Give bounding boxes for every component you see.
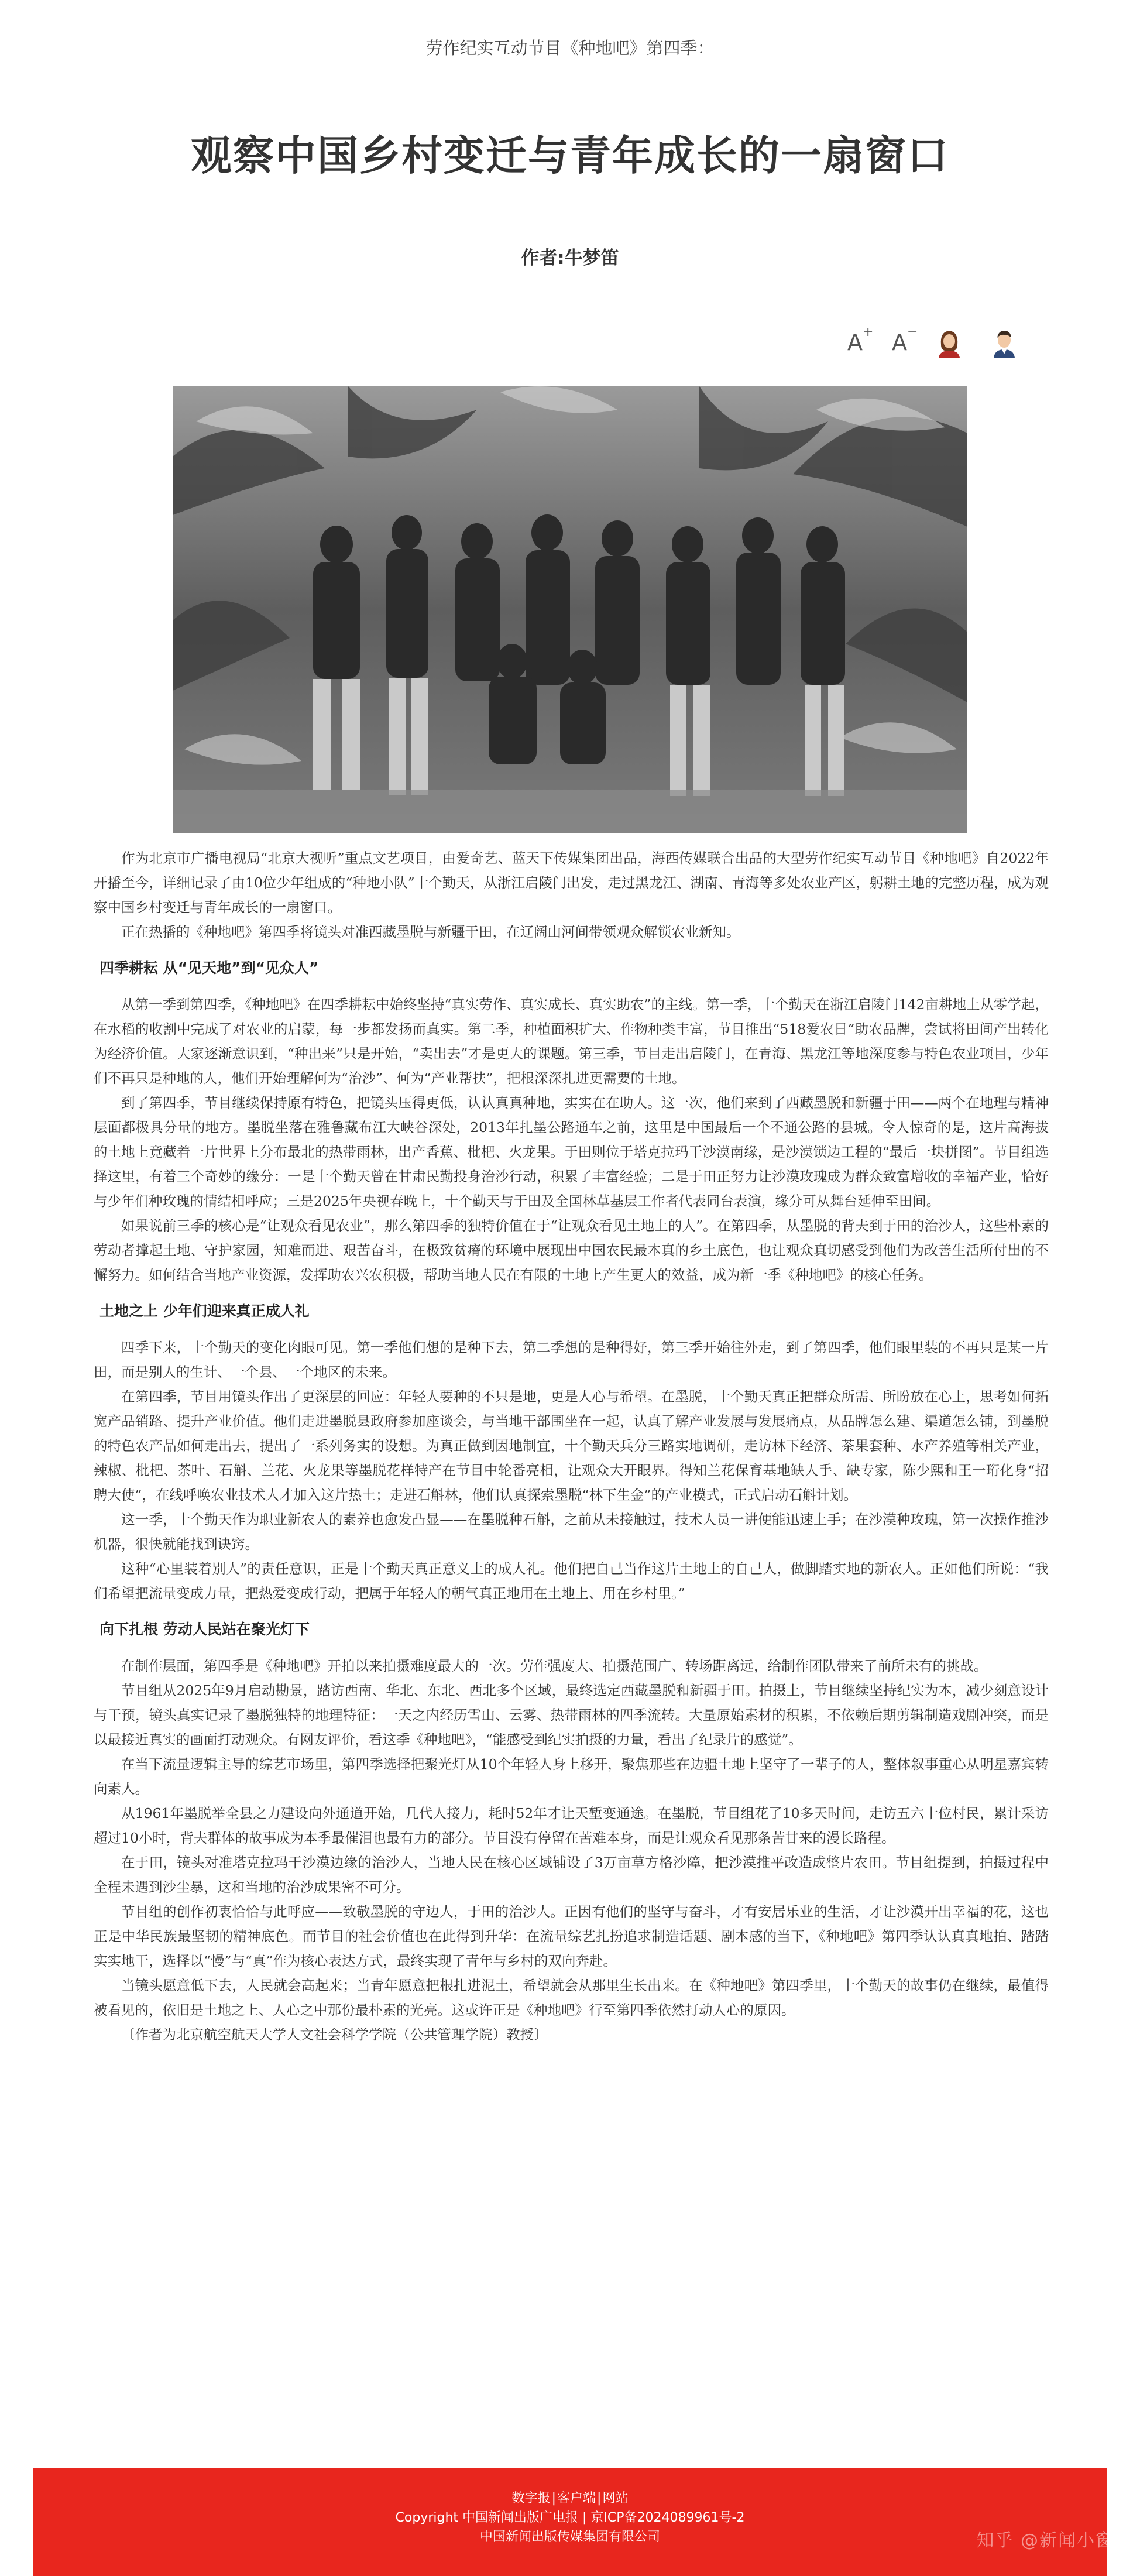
article-paragraph: 四季下来，十个勤天的变化肉眼可见。第一季他们想的是种下去，第二季想的是种得好，第三季开始往外走，到了第四季，他们眼里装的不再只是某一片田，而是别人的生计、一个县、一个地区的未来。 — [94, 1339, 1049, 1380]
article-title: 观察中国乡村变迁与青年成长的一扇窗口 — [191, 132, 949, 180]
article-paragraph: 节目组的创作初衷恰恰与此呼应——致敬墨脱的守边人，于田的治沙人。正因有他们的坚守与奋斗，才有安居乐业的生活，才让沙漠开出幸福的花，这也正是中华民族最坚韧的精神底色。而节目的社会价值也在此得到升华：在流量综艺扎扮追求制造话题、剧本感的当下，《种地吧》第四季认认真真地拍、踏踏实实地干，选择以“慢”与“真”作为核心表达方式，最终实现了青年与乡村的双向奔赴。 — [94, 1903, 1049, 1969]
article-paragraph: 这一季，十个勤天作为职业新农人的素养也愈发凸显——在墨脱种石斛，之前从未接触过，技术人员一讲便能迅速上手；在沙漠种玫瑰，第一次操作推沙机器，很快就能找到诀窍。 — [94, 1511, 1049, 1552]
minus-sign: − — [907, 325, 918, 339]
article-body — [94, 846, 1049, 2047]
article-paragraph: 在当下流量逻辑主导的综艺市场里，第四季选择把聚光灯从10个年轻人身上移开，聚焦那些在边疆土地上坚守了一辈子的人，整体叙事重心从明星嘉宾转向素人。 — [94, 1756, 1049, 1797]
footer-link-client[interactable]: 客户端 — [557, 2491, 596, 2506]
watermark-text: 知乎 @新闻小窗口 — [976, 2530, 1133, 2551]
article-paragraph: 作为北京市广播电视局“北京大视听”重点文艺项目，由爱奇艺、蓝天下传媒集团出品，海西传媒联合出品的大型劳作纪实互动节目《种地吧》自2022年开播至今，详细记录了由10位少年组成的“种地小队”十个勤天，从浙江启陵门出发，走过黑龙江、湖南、青海等多处农业产区，躬耕土地的完整历程，成为观察中国乡村变迁与青年成长的一扇窗口。 — [94, 850, 1049, 915]
article-paragraph: 节目组从2025年9月启动勘景，踏访西南、华北、东北、西北多个区域，最终选定西藏墨脱和新疆于田。拍摄上，节目继续坚持纪实为本，减少刻意设计与干预，镜头真实记录了墨脱独特的地理特征：一天之内经历雪山、云雾、热带雨林的四季流转。大量原始素材的积累，不依赖后期剪辑制造戏剧冲突，而是以最接近真实的画面打动观众。有网友评价，看这季《种地吧》，“能感受到纪实拍摄的力量，看出了纪录片的感觉”。 — [94, 1682, 1049, 1748]
footer-separator: | — [597, 2491, 602, 2506]
article-byline: 作者:牛梦笛 — [521, 248, 619, 269]
group-photo-illustration — [173, 386, 967, 833]
male-voice-avatar-icon[interactable] — [991, 327, 1017, 358]
article-paragraph: 到了第四季，节目继续保持原有特色，把镜头压得更低，认认真真种地，实实在在助人。这一次，他们来到了西藏墨脱和新疆于田——两个在地理与精神层面都极具分量的地方。墨脱坐落在雅鲁藏布江大峡谷深处，2013年扎墨公路通车之前，这里是中国最后一个不通公路的县城。令人惊奇的是，这片高海拔的土地上竟藏着一片世界上分布最北的热带雨林，出产香蕉、枇杷、火龙果。于田则位于塔克拉玛干沙漠南缘，是沙漠锁边工程的“最后一块拼图”。节目组选择这里，有着三个奇妙的缘分：一是十个勤天曾在甘肃民勤投身治沙行动，积累了丰富经验；二是于田正努力让沙漠玫瑰成为群众致富增收的幸福产业，恰好与少年们种玫瑰的情结相呼应；三是2025年央视春晚上，十个勤天与于田及全国林草基层工作者代表同台表演，缘分可从舞台延伸至田间。 — [94, 1095, 1049, 1209]
footer-link-digital-paper[interactable]: 数字报 — [511, 2491, 551, 2506]
author-signature: 〔作者为北京航空航天大学人文社会科学学院（公共管理学院）教授〕 — [121, 2026, 548, 2043]
font-increase-button[interactable] — [847, 325, 874, 355]
reading-toolbar — [847, 325, 1017, 360]
footer-organization: 中国新闻出版传媒集团有限公司 — [479, 2530, 660, 2544]
article-paragraph: 正在热播的《种地吧》第四季将镜头对准西藏墨脱与新疆于田，在辽阔山河间带领观众解锁农业新知。 — [121, 924, 740, 940]
article-paragraph: 从1961年墨脱举全县之力建设向外通道开始，几代人接力，耗时52年才让天堑变通途。在墨脱，节目组花了10多天时间，走访五六十位村民，累计采访超过10小时，背夫群体的故事成为本季最催泪也最有力的部分。节目没有停留在苦难本身，而是让观众看见那条苦甘来的漫长路程。 — [94, 1805, 1049, 1846]
footer-link-website[interactable]: 网站 — [602, 2491, 629, 2506]
article-paragraph: 在于田，镜头对准塔克拉玛干沙漠边缘的治沙人，当地人民在核心区域铺设了3万亩草方格沙障，把沙漠推平改造成整片农田。节目组提到，拍摄过程中全程未遇到沙尘暴，这和当地的治沙成果密不可分。 — [94, 1854, 1049, 1895]
section-heading: 土地之上 少年们迎来真正成人礼 — [99, 1302, 310, 1319]
article-supertitle: 劳作纪实互动节目《种地吧》第四季： — [425, 38, 715, 58]
footer-separator: | — [551, 2491, 556, 2506]
section-heading: 向下扎根 劳动人民站在聚光灯下 — [99, 1621, 310, 1638]
footer-copyright: Copyright 中国新闻出版广电报 | 京ICP备2024089961号-2 — [395, 2510, 745, 2525]
article-paragraph: 当镜头愿意低下去，人民就会高起来；当青年愿意把根扎进泥土，希望就会从那里生长出来。在《种地吧》第四季里，十个勤天的故事仍在继续，最值得被看见的，依旧是土地之上、人心之中那份最朴素的光亮。这或许正是《种地吧》行至第四季依然打动人心的原因。 — [94, 1977, 1049, 2018]
section-heading: 四季耕耘 从“见天地”到“见众人” — [99, 959, 319, 976]
site-footer — [33, 2468, 1107, 2576]
female-voice-avatar-icon[interactable] — [936, 327, 962, 358]
article-photo — [173, 386, 967, 833]
font-increase-label: A — [847, 330, 863, 355]
font-decrease-button[interactable] — [892, 325, 918, 355]
footer-links — [33, 2489, 1107, 2508]
article-paragraph: 在第四季，节目用镜头作出了更深层的回应：年轻人要种的不只是地，更是人心与希望。在墨脱，十个勤天真正把群众所需、所盼放在心上，思考如何拓宽产品销路、提升产业价值。他们走进墨脱县政府参加座谈会，与当地干部围坐在一起，认真了解产业发展与发展痛点，从品牌怎么建、渠道怎么铺，到墨脱的特色农产品如何走出去，提出了一系列务实的设想。为真正做到因地制宜，十个勤天兵分三路实地调研，走访林下经济、茶果套种、水产养殖等相关产业，辣椒、枇杷、茶叶、石斛、兰花、火龙果等墨脱花样特产在节目中轮番亮相，让观众大开眼界。得知兰花保育基地缺人手、缺专家，陈少熙和王一珩化身“招聘大使”，在线呼唤农业技术人才加入这片热土；走进石斛林，他们认真探索墨脱“林下生金”的产业模式，正式启动石斛计划。 — [94, 1388, 1049, 1503]
article-paragraph: 在制作层面，第四季是《种地吧》开拍以来拍摄难度最大的一次。劳作强度大、拍摄范围广、转场距离远，给制作团队带来了前所未有的挑战。 — [121, 1658, 988, 1674]
plus-sign: + — [863, 325, 874, 339]
article-paragraph: 从第一季到第四季，《种地吧》在四季耕耘中始终坚持“真实劳作、真实成长、真实助农”的主线。第一季，十个勤天在浙江启陵门142亩耕地上从零学起，在水稻的收割中完成了对农业的启蒙，每一步都发扬而真实。第二季，种植面积扩大、作物种类丰富，节目推出“518爱农日”助农品牌，尝试将田间产出转化为经济价值。大家逐渐意识到，“种出来”只是开始，“卖出去”才是更大的课题。第三季，节目走出启陵门，在青海、黑龙江等地深度参与特色农业项目，少年们不再只是种地的人，他们开始理解何为“治沙”、何为“产业帮扶”，把根深深扎进更需要的土地。 — [94, 996, 1049, 1086]
article-paragraph: 这种“心里装着别人”的责任意识，正是十个勤天真正意义上的成人礼。他们把自己当作这片土地上的自己人，做脚踏实地的新农人。正如他们所说：“我们希望把流量变成力量，把热爱变成行动，把属于年轻人的朝气真正地用在土地上、用在乡村里。” — [94, 1560, 1049, 1601]
article-paragraph: 如果说前三季的核心是“让观众看见农业”，那么第四季的独特价值在于“让观众看见土地上的人”。在第四季，从墨脱的背夫到于田的治沙人，这些朴素的劳动者撑起土地、守护家园，知难而进、艰苦奋斗，在极致贫瘠的环境中展现出中国农民最本真的乡土底色，也让观众真切感受到他们为改善生活所付出的不懈努力。如何结合当地产业资源，发挥助农兴农积极，帮助当地人民在有限的土地上产生更大的效益，成为新一季《种地吧》的核心任务。 — [94, 1217, 1049, 1283]
font-decrease-label: A — [892, 330, 907, 355]
